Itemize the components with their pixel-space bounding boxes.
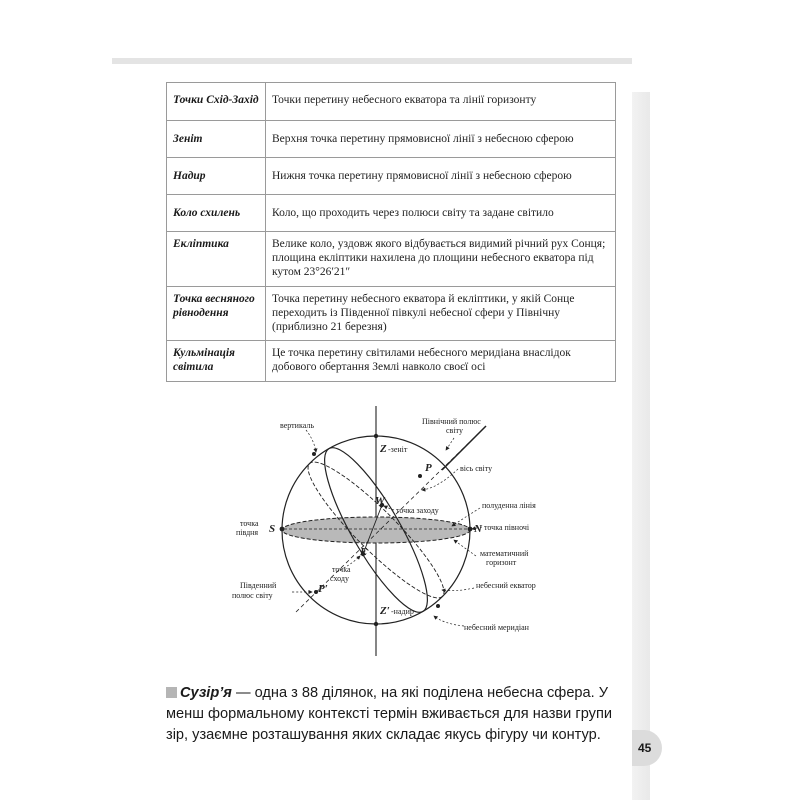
label-E: E xyxy=(360,546,368,558)
term-cell: Точка весняного рівнодення xyxy=(167,287,266,341)
glossary-table xyxy=(166,82,616,382)
table-row xyxy=(167,83,616,121)
point-north xyxy=(468,527,473,532)
callout-north-pole-1: Північний полюс xyxy=(422,417,481,426)
callout-math-horizon-1: математичний xyxy=(480,549,529,558)
point-nadir xyxy=(374,622,378,626)
definition-cell: Нижня точка перетину прямовисної лінії з небесною сферою xyxy=(266,158,616,195)
callout-celestial-equator: небесний екватор xyxy=(476,581,536,590)
callout-south-point-2: півдня xyxy=(236,528,259,537)
table-row xyxy=(167,340,616,381)
callout-east-point-1: точка xyxy=(332,565,351,574)
definition-cell: Точки перетину небесного екватора та лінії горизонту xyxy=(266,83,616,121)
page-number: 45 xyxy=(638,741,652,755)
point-vertical-bottom xyxy=(436,604,440,608)
celestial-sphere-diagram xyxy=(224,402,564,664)
definition-cell: Велике коло, уздовж якого відбувається видимий річний рух Сонця; площина екліптики нахилена до площини небесного екватора під кутом 23°26′21″ xyxy=(266,232,616,287)
label-Pp: P′ xyxy=(318,583,328,595)
label-Z-suffix: -зеніт xyxy=(388,445,408,454)
leader-north-pole xyxy=(446,438,454,450)
label-S: S xyxy=(269,523,276,535)
callout-meridian: небесний меридіан xyxy=(464,623,529,632)
leader-vertical xyxy=(306,430,316,452)
page-side-bar xyxy=(632,92,650,800)
callout-marker-icon xyxy=(166,687,177,698)
callout-math-horizon-2: горизонт xyxy=(486,558,517,567)
callout-south-point-1: точка xyxy=(240,519,259,528)
label-N: N xyxy=(474,523,482,535)
term-cell: Надир xyxy=(167,158,266,195)
callout-south-pole-1: Південний xyxy=(240,581,277,590)
definition-cell: Верхня точка перетину прямовисної лінії з небесною сферою xyxy=(266,121,616,158)
callout-world-axis: вісь світу xyxy=(460,464,493,473)
point-vertical-top xyxy=(312,452,316,456)
constellation-definition xyxy=(166,683,628,747)
callout-north-point: точка півночі xyxy=(484,523,530,532)
leader-west-point xyxy=(384,506,394,510)
callout-east-point-2: сходу xyxy=(330,574,349,583)
table-row xyxy=(167,195,616,232)
label-Z: Z xyxy=(380,443,387,455)
callout-noon-line: полуденна лінія xyxy=(482,501,536,510)
table-row xyxy=(167,287,616,341)
label-W: W xyxy=(375,495,385,507)
callout-vertical: вертикаль xyxy=(280,421,314,430)
header-rule xyxy=(112,58,632,64)
leader-meridian xyxy=(434,616,464,626)
table-row xyxy=(167,121,616,158)
callout-south-pole-2: полюс світу xyxy=(232,591,273,600)
table-row xyxy=(167,158,616,195)
table-row xyxy=(167,232,616,287)
label-P: P xyxy=(425,462,432,474)
label-Zp: Z′ xyxy=(380,605,390,617)
point-zenith xyxy=(374,434,378,438)
point-pole-north xyxy=(418,474,422,478)
callout-west-point: точка заходу xyxy=(396,506,439,515)
definition-cell: Точка перетину небесного екватора й екліптики, у якій Сонце переходить із Південної півкулі небесної сфери у Північну (приблизно 21 березня) xyxy=(266,287,616,341)
term-cell: Зеніт xyxy=(167,121,266,158)
label-Zp-suffix: -надир xyxy=(391,607,414,616)
definition-cell: Це точка перетину світилами небесного меридіана внаслідок добового обертання Землі навколо своєї осі xyxy=(266,340,616,381)
term-cell: Кульмінація світила xyxy=(167,340,266,381)
definition-cell: Коло, що проходить через полюси світу та задане світило xyxy=(266,195,616,232)
callout-text: — одна з 88 ділянок, на які поділена небесна сфера. У менш формальному контексті термін вживається для назви групи зір, узаємне розташування яких складає якусь фігуру чи контур. xyxy=(166,685,613,744)
term-cell: Точки Схід-Захід xyxy=(167,83,266,121)
term-cell: Екліптика xyxy=(167,232,266,287)
point-south xyxy=(280,527,285,532)
term-cell: Коло схилень xyxy=(167,195,266,232)
callout-north-pole-2: світу xyxy=(446,426,463,435)
leader-celestial-equator xyxy=(442,588,474,591)
leader-math-horizon xyxy=(454,540,476,556)
callout-term: Сузір’я xyxy=(180,685,232,701)
